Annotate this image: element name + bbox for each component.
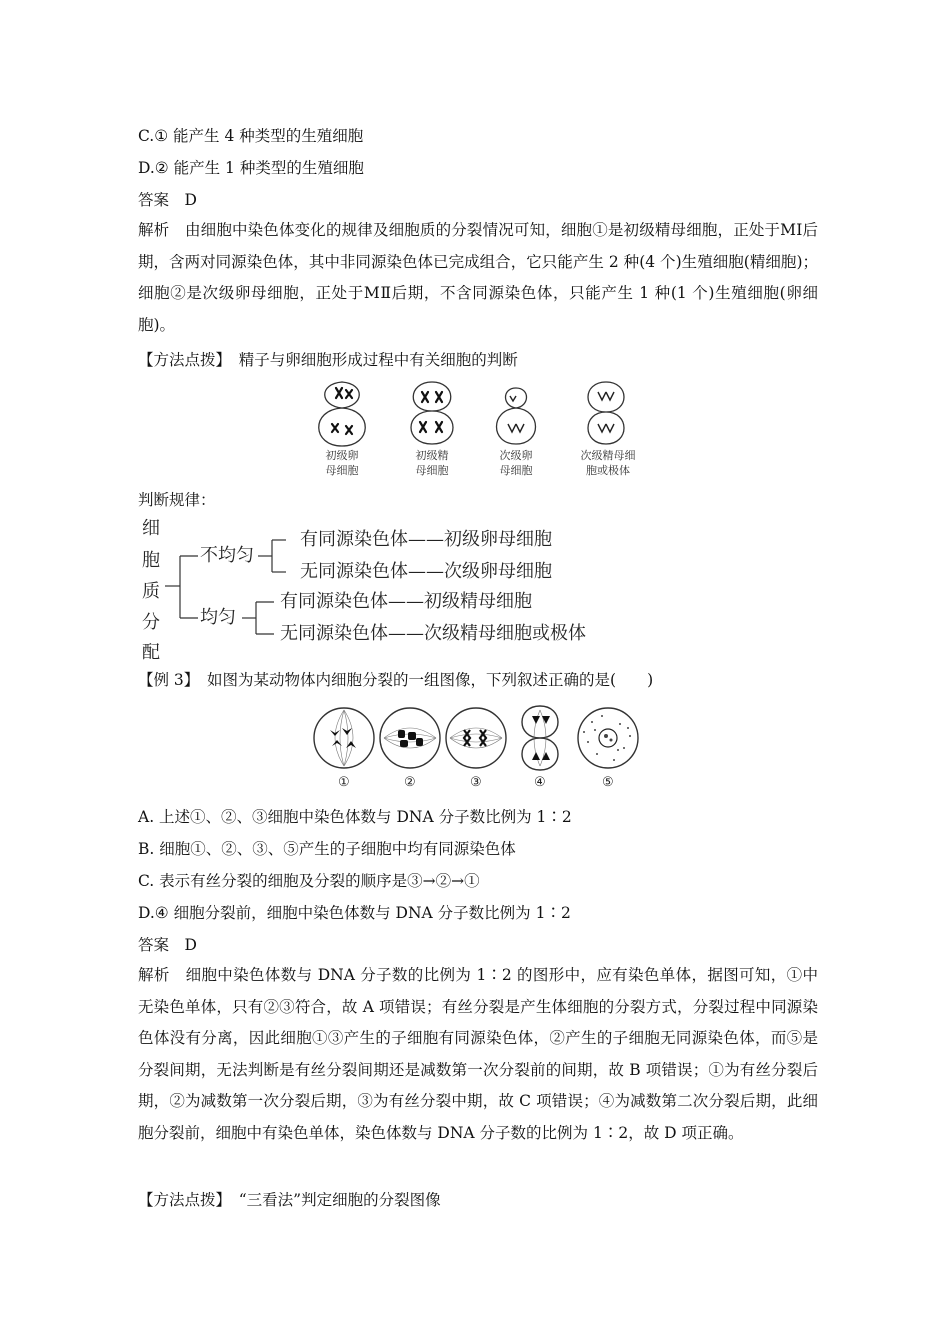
rule-left-char: 分 [142,612,160,633]
rule-even: 均匀 [200,607,236,628]
answer-1: 答案 D [138,191,197,209]
caption-secondary-spermatocyte [568,448,648,478]
caption-line: 次级卵 [499,449,533,462]
option-d-top: D.② 能产生 1 种类型的生殖细胞 [138,159,364,177]
germ-cell-figure [310,378,650,448]
germ-cells-svg [310,378,650,448]
analysis-2: 解析 细胞中染色体数与 DNA 分子数的比例为 1∶2 的图形中，应有染色单体，据图可知，①中无染色单体，只有②③符合，故 A 项错误；有丝分裂是产生体细胞的分裂方式，分裂过程中同源染色体没有分离，因此细胞①③产生的子细胞有同源染色体，②产生的子细胞无同源染色体，而⑤是分裂间期，无法判断是有丝分裂间期还是减数第一次分裂前的间期，故 B 项错误；①为有丝分裂后期，②为减数第一次分裂后期，③为有丝分裂中期，故 C 项错误；④为减数第二次分裂后期，此细胞分裂前，细胞中有染色单体，染色体数与 DNA 分子数的比例为 1∶2，故 D 项正确。 [138,966,818,1142]
caption-line: 母细胞 [415,464,449,477]
option-b: B. 细胞①、②、③、⑤产生的子细胞中均有同源染色体 [138,840,516,858]
example-3-stem: 【例 3】 如图为某动物体内细胞分裂的一组图像，下列叙述正确的是( ) [138,671,654,689]
rule-left-char: 胞 [142,550,160,571]
figure-label-3: ③ [470,775,482,790]
rule-even-homologous: 有同源染色体——初级精母细胞 [280,591,532,612]
caption-line: 母细胞 [499,464,533,477]
caption-primary-spermatocyte [397,448,467,478]
caption-line: 次级精母细 [580,449,636,462]
figure-label-5: ⑤ [602,775,614,790]
figure-label-2: ② [404,775,416,790]
rule-even-nonhomologous: 无同源染色体——次级精母细胞或极体 [280,623,586,644]
rule-left-char: 质 [142,581,160,602]
option-c: C. 表示有丝分裂的细胞及分裂的顺序是③→②→① [138,872,480,890]
method-tip-2: 【方法点拨】 “三看法”判定细胞的分裂图像 [138,1191,441,1209]
caption-line: 胞或极体 [586,464,630,477]
option-d: D.④ 细胞分裂前，细胞中染色体数与 DNA 分子数比例为 1∶2 [138,904,571,922]
caption-line: 初级精 [415,449,449,462]
caption-primary-oocyte [307,448,377,478]
analysis-1: 解析 由细胞中染色体变化的规律及细胞质的分裂情况可知，细胞①是初级精母细胞，正处于MⅠ后期，含两对同源染色体，其中非同源染色体已完成组合，它只能产生 2 种(4 个)生殖细胞(精细胞)；细胞②是次级卵母细胞，正处于MⅡ后期，不含同源染色体，只能产生 1 种(1 个)生殖细胞(卵细胞)。 [138,221,818,334]
division-cells-svg [312,702,652,774]
method-tip-1: 【方法点拨】 精子与卵细胞形成过程中有关细胞的判断 [138,351,518,369]
rule-title: 判断规律： [138,491,216,509]
rule-left-char: 配 [142,642,160,663]
answer-2: 答案 D [138,936,197,954]
figure-label-4: ④ [534,775,546,790]
option-c-top: C.① 能产生 4 种类型的生殖细胞 [138,127,364,145]
caption-line: 初级卵 [325,449,359,462]
rule-uneven: 不均匀 [200,545,254,566]
rule-uneven-nonhomologous: 无同源染色体——次级卵母细胞 [300,561,552,582]
rule-left-char: 细 [142,518,160,539]
option-a: A. 上述①、②、③细胞中染色体数与 DNA 分子数比例为 1∶2 [138,808,572,826]
rule-uneven-homologous: 有同源染色体——初级卵母细胞 [300,529,552,550]
division-figure [312,702,652,774]
figure-label-1: ① [338,775,350,790]
caption-secondary-oocyte [481,448,551,478]
caption-line: 母细胞 [325,464,359,477]
